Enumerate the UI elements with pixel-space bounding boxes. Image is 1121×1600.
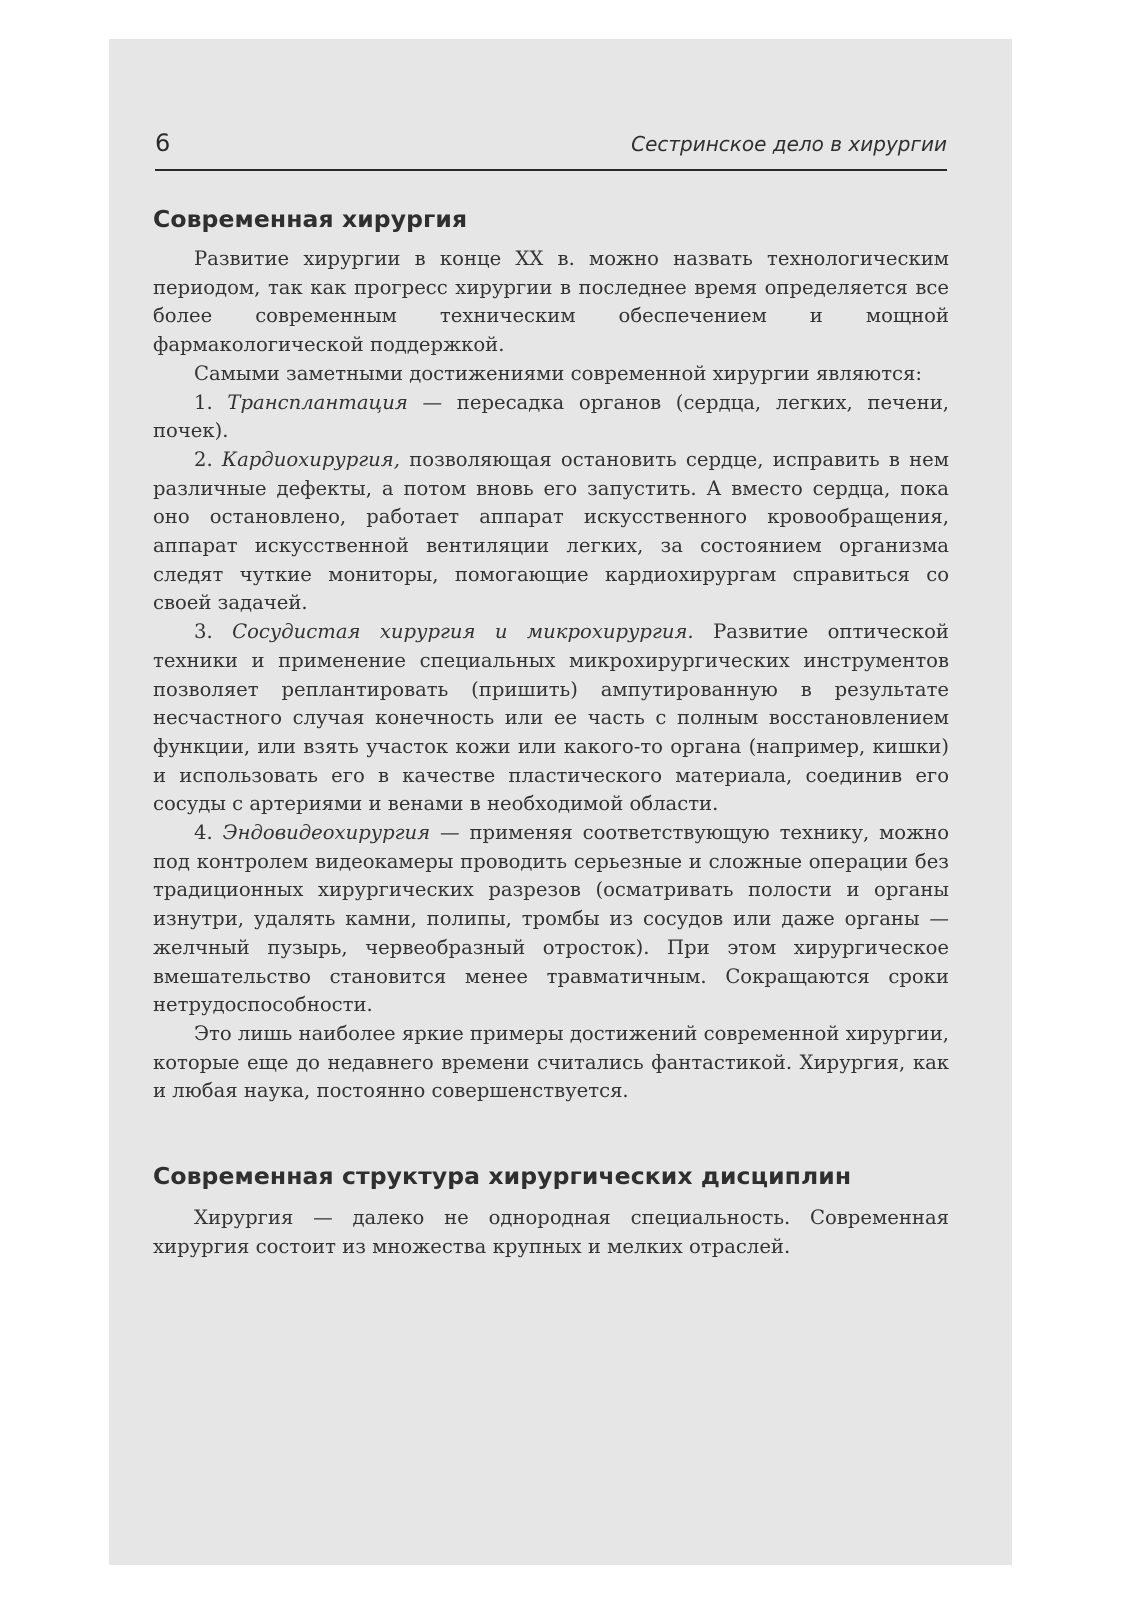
list-item-transplantation: [153, 389, 949, 446]
list-item-cardiosurgery: [153, 446, 949, 618]
list-item-text: — применяя соответствующую технику, можно под контролем видеокамеры проводить серьезные и сложные операции без традиционных хирургических разрезов (осматривать полости и органы изнутри, удалять камни, полипы, тромбы из сосудов или даже органы — желчный пузырь, червеобразный отросток). При этом хирургическое вмешательство становится менее травматичным. Сокращаются сроки нетрудоспособности.: [153, 821, 949, 1017]
list-item-text: Развитие оптической техники и применение специальных микрохирургических инструментов позволяет реплантировать (пришить) ампутированную в результате несчастного случая конечность или ее часть с полным восстановлением функции, или взять участок кожи или какого-то органа (например, кишки) и использовать его в качестве пластического материала, соединив его сосуды с артериями и венами в необходимой области.: [153, 620, 949, 816]
list-item-text: позволяющая остановить сердце, исправить в нем различные дефекты, а потом вновь его запустить. А вместо сердца, пока оно остановлено, работает аппарат искусственного кровообращения, аппарат искусственной вентиляции легких, за состоянием организма следят чуткие мониторы, помогающие кардиохирургам справиться со своей задачей.: [153, 447, 949, 615]
list-item-number: 4.: [194, 821, 223, 845]
running-title: Сестринское дело в хирургии: [631, 132, 947, 156]
paragraph-intro: Развитие хирургии в конце XX в. можно назвать технологическим периодом, так как прогресс хирургии в последнее время определяется все более современным техническим обеспечением и мощной фармакологической поддержкой.: [153, 247, 949, 357]
list-item-number: 2.: [194, 447, 222, 471]
page-header: [155, 127, 947, 171]
paragraph-structure-intro: Хирургия — далеко не однородная специальность. Современная хирургия состоит из множества крупных и мелких отраслей.: [153, 1206, 949, 1258]
list-item-term: Кардиохирургия,: [221, 447, 400, 471]
paragraph-conclusion: Это лишь наиболее яркие примеры достижений современной хирургии, которые еще до недавнего времени считались фантастикой. Хирургия, как и любая наука, постоянно совершенствуется.: [153, 1021, 949, 1103]
list-item-term: Трансплантация: [227, 390, 408, 414]
section-heading-modern-surgery: Современная хирургия: [153, 205, 468, 233]
section-heading-structure: Современная структура хирургических дисциплин: [153, 1162, 852, 1191]
list-item-term: Сосудистая хирургия и микрохирургия.: [232, 620, 694, 644]
list-item-number: 1.: [194, 390, 228, 414]
list-item-number: 3.: [194, 620, 233, 644]
page-content: [153, 199, 949, 1262]
list-item-vascular-microsurgery: [153, 618, 949, 819]
book-page: [109, 39, 1012, 1565]
page-number: 6: [155, 129, 171, 157]
list-item-endovideosurgery: [153, 819, 949, 1020]
list-item-text: — пересадка органов (сердца, легких, печени, почек).: [153, 390, 949, 443]
list-item-term: Эндовидеохирургия: [222, 821, 431, 845]
paragraph-achievements-lead: Самыми заметными достижениями современной хирургии являются:: [194, 361, 922, 385]
